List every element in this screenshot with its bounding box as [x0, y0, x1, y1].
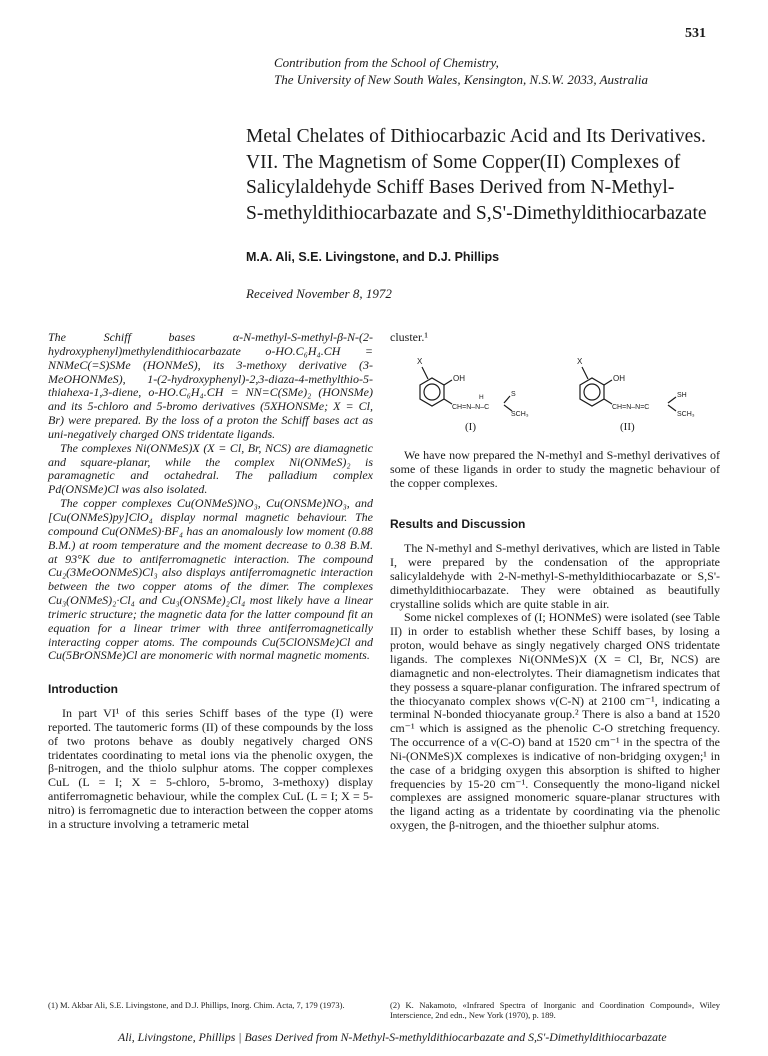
title-line-2: VII. The Magnetism of Some Copper(II) Complexes of: [246, 151, 681, 173]
introduction-heading: Introduction: [48, 682, 118, 697]
chain-2: CH=N–N=C: [612, 403, 650, 411]
cluster-text: cluster.¹: [390, 330, 428, 344]
right-intro-paragraph: We have now prepared the N-methyl and S-methyl derivatives of some of these ligands in order to study the magnetic behaviour of the copper complexes.: [390, 447, 720, 490]
s-atom-1: S: [511, 390, 516, 398]
affiliation-line-1: Contribution from the School of Chemistry,: [274, 55, 499, 70]
abstract-paragraph-3: The copper complexes Cu(ONMeS)NO₃, Cu(ONSMe)NO₃, and [Cu(ONMeS)py]ClO₄ display normal magnetic behaviour. The compound Cu(ONMeS)·BF₄ has an anomalously low moment (0.88 B.M.) at room temperature and the moment decrease to 0.38 B.M. at 93°K due to antiferromagnetic interaction. The compound Cu₂(3MeOONMeS)Cl₃ also displays antiferromagnetic interaction between the two copper atoms of the dimer. The complexes Cu₃(ONMeS)₂·Cl₄ and Cu₃(ONSMe)₂Cl₄ most likely have a linear trimeric structure; the magnetic data for the latter compound fit an equation for a linear trimer with three antiferromagnetically interacting copper atoms. The compounds Cu(5ClONSMe)Cl and Cu(5BrONSMe)Cl are monomeric with normal magnetic moments.: [48, 496, 373, 663]
results-paragraph-1: The N-methyl and S-methyl derivatives, which are listed in Table I, were prepared by the condensation of the appropriate salicylaldehyde with 2-N-methyl-S-methyldithiocarbazate or S,S'-dimethyldithiocarbazate. They were obtained as beautifully crystalline solids which are quite stable in air.: [390, 541, 720, 611]
left-column: [48, 331, 373, 832]
affiliation: [274, 54, 648, 88]
right-column: [390, 331, 720, 833]
sch3-group-2: SCH₃: [677, 410, 695, 418]
structure-label-ii: (II): [620, 420, 635, 433]
x-substituent-2: X: [577, 356, 583, 366]
title-line-3: Salicylaldehyde Schiff Bases Derived from N-Methyl-: [246, 177, 675, 198]
results-paragraph-2: Some nickel complexes of (I; HONMeS) were isolated (see Table II) in order to establish whether these Schiff bases, by losing a proton, would behave as singly negatively charged ONS tridentate ligands. The complexes Ni(ONMeS)X (X = Cl, Br, NCS) are diamagnetic and non-electrolytes. Their diamagnetism indicates that they possess a square-planar configuration. The infrared spectrum of the thiocyanato complex shows ν(C-N) at 2100 cm⁻¹, indicating a terminal N-bonded thiocyanate group.² There is also a band at 1520 cm⁻¹ which is assigned as the phenolic C-O stretching frequency. The occurrence of a ν(C-O) band at 1520 cm⁻¹ in the spectra of the Ni-(ONMeS)X complexes is indicative of non-bridging oxygen;¹ in the case of a bridging oxygen this absorption is shifted to higher frequencies by 15-20 cm⁻¹. Consequently the mono-ligand nickel complexes are assigned monomeric square-planar structures with the ligand acting as a tridentate by coordinating via the phenolic oxygen, the β-nitrogen, and the thioether sulphur atoms.: [390, 610, 720, 833]
structure-drawings: [390, 349, 720, 449]
abstract-paragraph-1: The Schiff bases α-N-methyl-S-methyl-β-N-(2-hydroxyphenyl)methylendithiocarbazate o-HO.C₆H₄.CH = NNMeC(=S)SMe (HONMeS), its 3-methoxy derivative (3-MeOHONMeS), 1-(2-hydroxyphenyl)-2,3-diaza-4-methylthio-5-thiahexa-1,3-diene, o-HO.C₆H₄.CH = NN=C(SMe)₂ (HONSMe) and its 5-chloro and 5-bromo derivatives (5XHONSMe; X = Cl, Br) were prepared. By the loss of a proton the Schiff bases act as uni-negatively charged ONS tridentate ligands.: [48, 330, 373, 441]
chemical-structures: [390, 349, 720, 449]
title-line-1: Metal Chelates of Dithiocarbazic Acid and Its Derivatives.: [246, 126, 706, 147]
h-atom-1: H: [479, 393, 484, 401]
sch3-group-1: SCH₃: [511, 410, 529, 418]
oh-group-1: OH: [453, 373, 465, 383]
footnote-1: (1) M. Akbar Ali, S.E. Livingstone, and D.J. Phillips, Inorg. Chim. Acta, 7, 179 (1973).: [48, 1000, 345, 1010]
oh-group-2: OH: [613, 373, 625, 383]
page-number: 531: [685, 26, 706, 41]
running-footer: Ali, Livingstone, Phillips | Bases Derived from N-Methyl-S-methyldithiocarbazate and S,S'-Dimethyldithiocarbazate: [118, 1030, 667, 1044]
footnote-2: (2) K. Nakamoto, «Infrared Spectra of Inorganic and Coordination Compound», Wiley Interscience, 2nd edn., New York (1970), p. 189.: [390, 1000, 720, 1020]
abstract: [48, 331, 373, 663]
received-date: Received November 8, 1972: [246, 286, 392, 301]
title-line-4: S-methyldithiocarbazate and S,S'-Dimethyldithiocarbazate: [246, 202, 707, 224]
structure-label-i: (I): [465, 420, 476, 433]
affiliation-line-2: The University of New South Wales, Kensington, N.S.W. 2033, Australia: [274, 72, 649, 87]
chain-1: CH=N–N–C: [452, 403, 490, 411]
authors: M.A. Ali, S.E. Livingstone, and D.J. Phillips: [246, 250, 500, 264]
paper-title: [246, 124, 716, 226]
introduction-paragraph: In part VI¹ of this series Schiff bases of the type (I) were reported. The tautomeric forms (II) of these compounds by the loss of two protons behave as doubly negatively charged ONS tridentates coordinating to metal ions via the phenolic oxygen, the β-nitrogen, and the thiolo sulphur atoms. The copper complexes CuL (L = I; X = 5-chloro, 5-bromo, 3-methoxy) display antiferromagnetic behaviour, while the complex CuL (L = I; X = 5-nitro) is ferromagnetic due to interaction between the copper atoms in a structure involving a tetrameric metal: [48, 706, 373, 831]
results-heading: Results and Discussion: [390, 517, 526, 532]
sh-group-2: SH: [677, 391, 687, 399]
x-substituent-1: X: [417, 356, 423, 366]
abstract-paragraph-2: The complexes Ni(ONMeS)X (X = Cl, Br, NCS) are diamagnetic and square-planar, while the complex Ni(ONMeS)₂ is paramagnetic and octahedral. The palladium complex Pd(ONSMe)Cl was also isolated.: [48, 440, 373, 497]
